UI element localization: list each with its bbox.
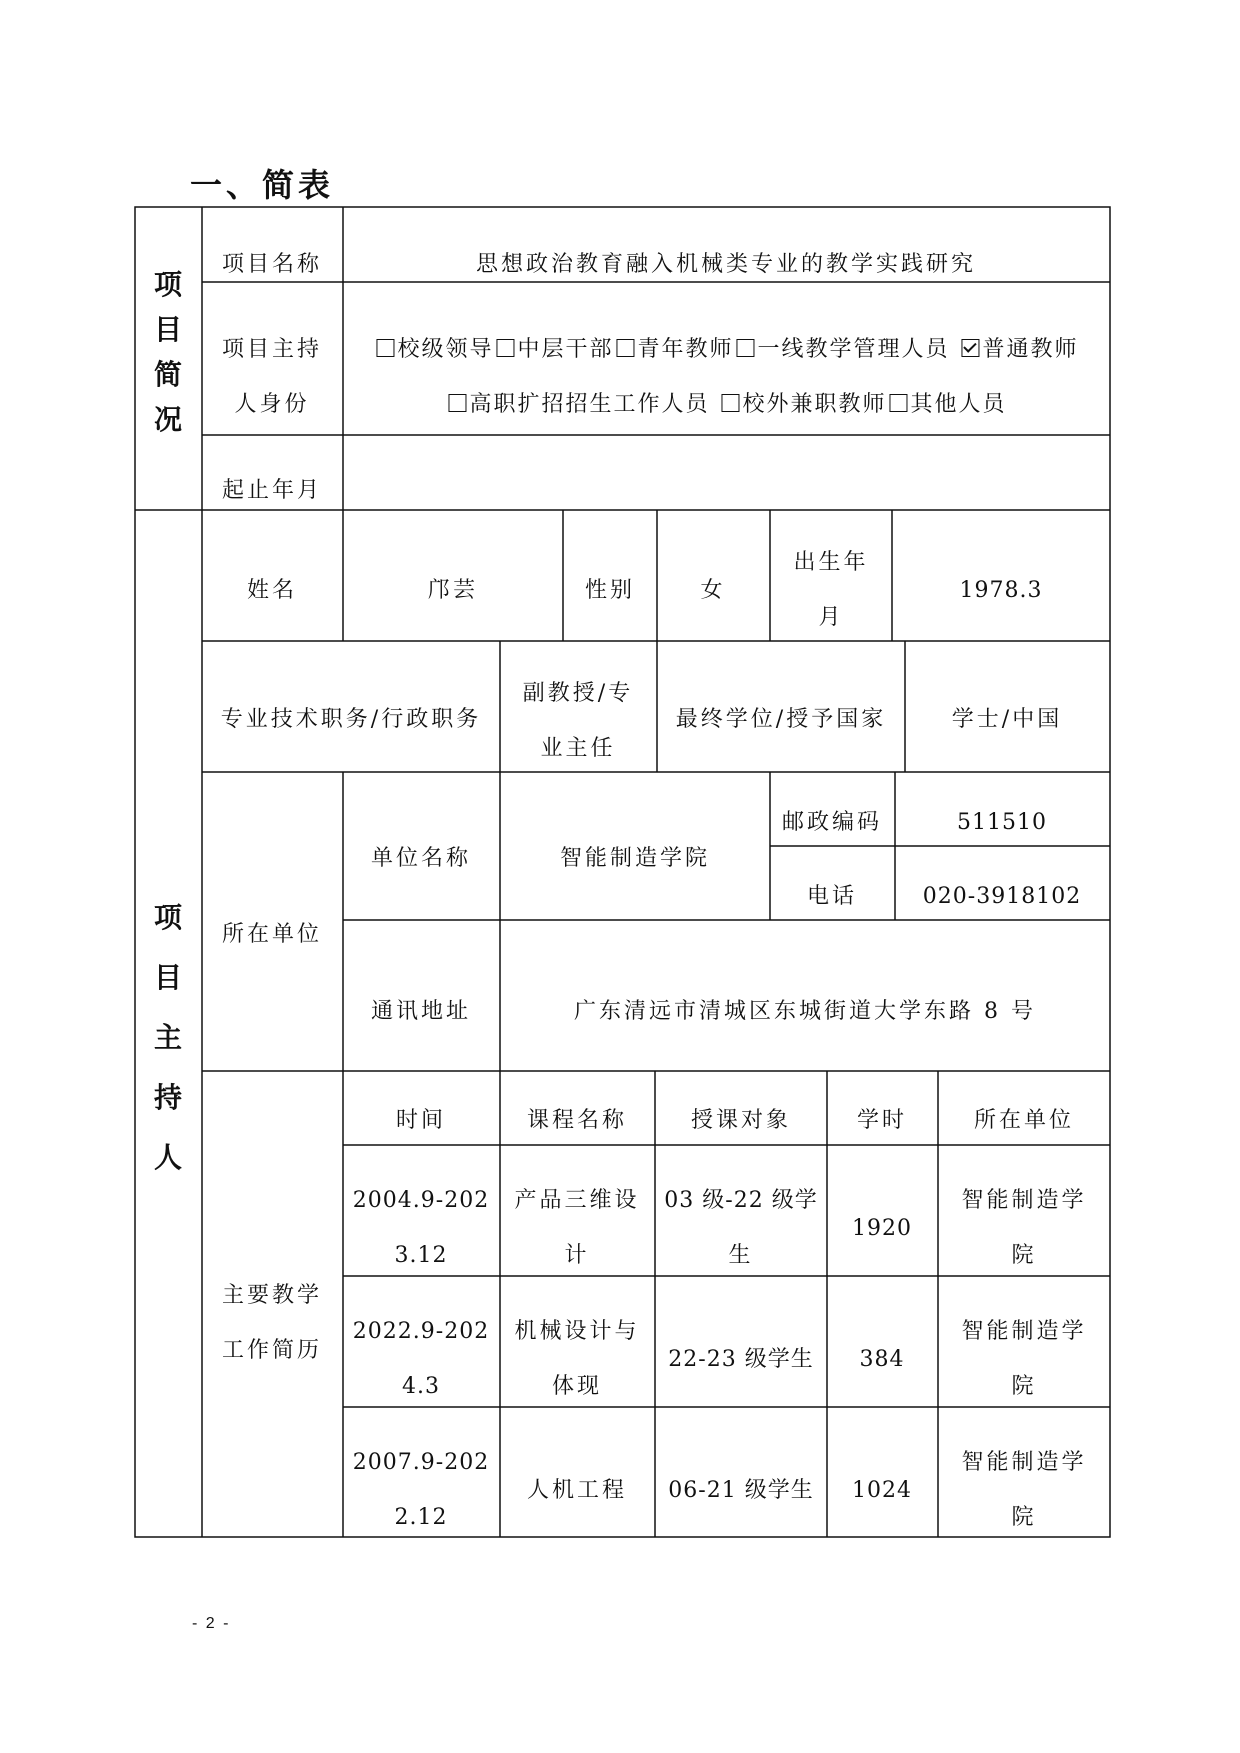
table-row-time-2: 2.12 (394, 1505, 448, 1530)
identity-option[interactable]: 中层干部 (493, 336, 613, 364)
title-value-1: 副教授/专 (522, 681, 634, 706)
degree-value: 学士/中国 (951, 707, 1063, 732)
page-number: - 2 - (192, 1615, 231, 1632)
checkbox-icon[interactable] (448, 394, 466, 412)
table-row-course-2: 体现 (551, 1374, 603, 1399)
teaching-label-1: 主要教学 (221, 1283, 323, 1308)
address-label: 通讯地址 (370, 999, 472, 1024)
unit-name-value: 智能制造学院 (559, 846, 711, 871)
checkbox-icon[interactable] (890, 394, 908, 412)
table-row-audience-1: 22-23 级学生 (668, 1347, 814, 1372)
teaching-header-time: 时间 (395, 1108, 447, 1133)
table-row-audience-1: 06-21 级学生 (668, 1478, 814, 1503)
gender-value: 女 (700, 578, 726, 603)
checkbox-icon[interactable] (376, 339, 394, 357)
table-row-course-1: 产品三维设 (514, 1188, 640, 1213)
identity-option[interactable]: 高职扩招招生工作人员 (445, 391, 709, 419)
table-row-course-1: 人机工程 (526, 1478, 628, 1503)
unit-name-label: 单位名称 (370, 846, 472, 871)
table-row-audience-1: 03 级-22 级学 (664, 1188, 818, 1213)
checkbox-icon[interactable] (737, 339, 755, 357)
identity-options-line-2 (445, 391, 1006, 419)
period-label: 起止年月 (221, 478, 323, 503)
table-row-unit-2: 院 (1011, 1243, 1037, 1268)
title-label: 专业技术职务/行政职务 (220, 707, 482, 732)
identity-options-line-1 (373, 336, 1078, 364)
host-identity-label-1: 项目主持 (221, 337, 323, 362)
table-row-audience-2: 生 (728, 1243, 754, 1268)
host-identity-label-2: 人身份 (234, 392, 310, 417)
table-row-time-2: 4.3 (402, 1374, 440, 1399)
address-value: 广东清远市清城区东城街道大学东路 8 号 (574, 999, 1036, 1024)
identity-option[interactable]: 青年教师 (613, 336, 733, 364)
identity-option[interactable]: 校外兼职教师 (718, 391, 886, 419)
checkbox-icon[interactable] (616, 339, 634, 357)
section-label-project-host: 项 目 主 持 人 (153, 901, 182, 1174)
table-row-unit-1: 智能制造学 (961, 1188, 1087, 1213)
phone-label: 电话 (806, 884, 858, 909)
teaching-header-course: 课程名称 (526, 1108, 628, 1133)
identity-option-selected[interactable]: 普通教师 (959, 336, 1079, 364)
project-name-label: 项目名称 (221, 252, 323, 277)
table-row-unit-2: 院 (1011, 1374, 1037, 1399)
table-row-unit-1: 智能制造学 (961, 1319, 1087, 1344)
project-name-value: 思想政治教育融入机械类专业的教学实践研究 (475, 252, 977, 277)
birth-label-1: 出生年 (793, 550, 869, 575)
birth-label-2: 月 (818, 605, 844, 630)
gender-label: 性别 (584, 578, 636, 603)
table-row-time-1: 2007.9-202 (352, 1450, 490, 1475)
identity-option[interactable]: 其他人员 (887, 391, 1007, 419)
table-row-hours: 1920 (852, 1216, 912, 1241)
degree-label: 最终学位/授予国家 (675, 707, 887, 732)
identity-option[interactable]: 一线教学管理人员 (734, 336, 950, 364)
table-row-hours: 1024 (852, 1478, 912, 1503)
table-row-unit-2: 院 (1011, 1505, 1037, 1530)
table-row-time-2: 3.12 (394, 1243, 448, 1268)
section-heading: 一、简表 (190, 166, 335, 204)
checkbox-icon[interactable] (721, 394, 739, 412)
teaching-header-unit: 所在单位 (973, 1108, 1075, 1133)
host-name-value: 邝芸 (427, 578, 479, 603)
postcode-value: 511510 (957, 810, 1047, 835)
checked-checkbox-icon[interactable] (962, 339, 980, 357)
unit-label: 所在单位 (221, 922, 323, 947)
table-row-time-1: 2004.9-202 (352, 1188, 490, 1213)
title-value-2: 业主任 (540, 736, 616, 761)
teaching-header-hours: 学时 (856, 1108, 908, 1133)
table-row-course-2: 计 (564, 1243, 590, 1268)
host-name-label: 姓名 (246, 578, 298, 603)
section-label-project-overview: 项 目 简 况 (153, 268, 182, 436)
table-row-course-1: 机械设计与 (514, 1319, 640, 1344)
table-row-hours: 384 (859, 1347, 905, 1372)
checkbox-icon[interactable] (496, 339, 514, 357)
table-row-unit-1: 智能制造学 (961, 1450, 1087, 1475)
postcode-label: 邮政编码 (781, 810, 883, 835)
table-row-time-1: 2022.9-202 (352, 1319, 490, 1344)
phone-value: 020-3918102 (922, 884, 1082, 909)
teaching-header-audience: 授课对象 (690, 1108, 792, 1133)
teaching-label-2: 工作简历 (221, 1338, 323, 1363)
identity-option[interactable]: 校级领导 (373, 336, 493, 364)
birth-value: 1978.3 (959, 578, 1043, 603)
